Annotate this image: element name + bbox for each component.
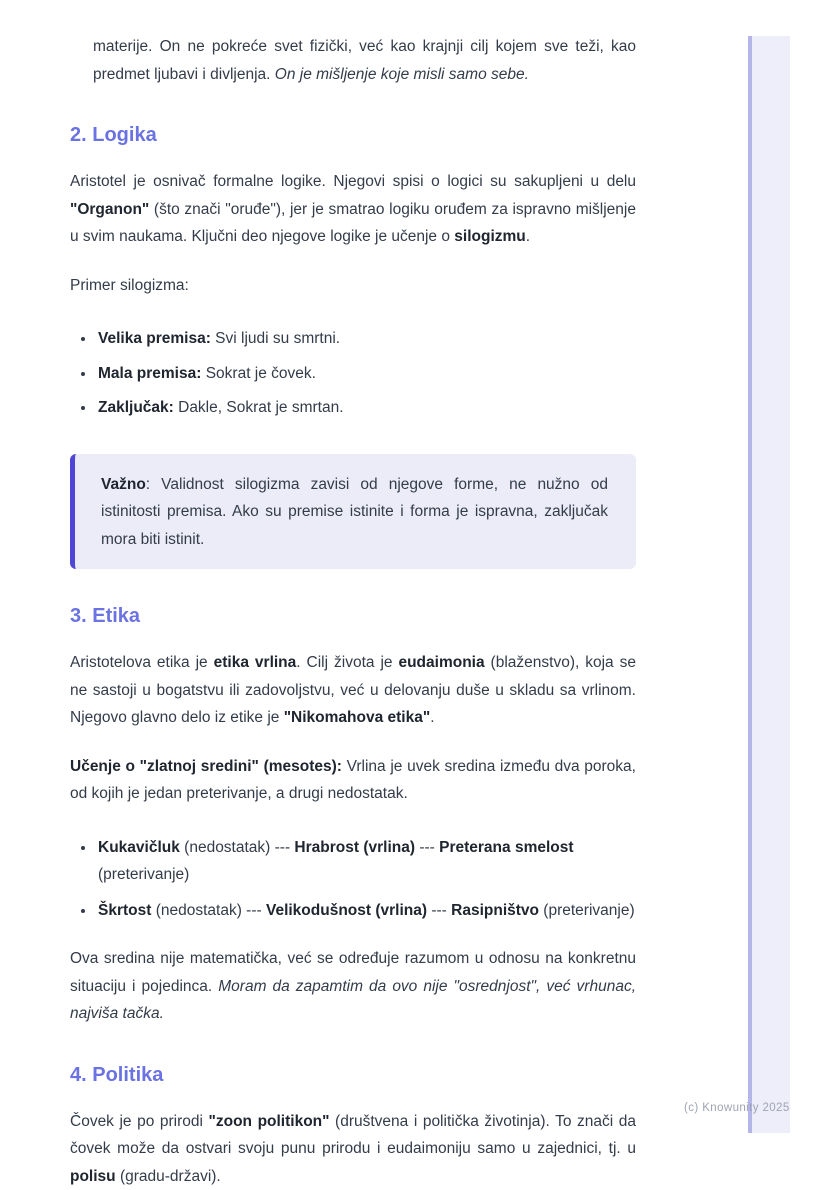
callout-text: Važno: Validnost silogizma zavisi od njegove forme, ne nužno od istinitosti premisa. Ako su premise istinite i forma je ispravna, zaključak mora biti istinit. <box>101 471 608 554</box>
paragraph-etika-3: Ova sredina nije matematička, već se određuje razumom u odnosu na konkretnu situaciju i pojedinca. Moram da zapamtim da ovo nije "osrednjost", već vrhunac, najviša tačka. <box>70 945 636 1028</box>
section-heading-logika: 2. Logika <box>70 123 636 147</box>
paragraph-intro-continuation: materije. On ne pokreće svet fizički, već kao krajnji cilj kojem sve teži, kao predmet ljubavi i divljenja. On je mišljenje koje misli samo sebe. <box>93 33 636 88</box>
list-item: • Mala premisa: Sokrat je čovek. <box>96 360 636 388</box>
syllogism-list <box>70 325 636 422</box>
paragraph-syllogism-lead: Primer silogizma: <box>70 272 636 300</box>
paragraph-logika-1: Aristotel je osnivač formalne logike. Njegovi spisi o logici su sakupljeni u delu "Organon" (što znači "oruđe"), jer je smatrao logiku oruđem za ispravno mišljenje u svim naukama. Ključni deo njegove logike je učenje o silogizmu. <box>70 168 636 251</box>
section-heading-etika: 3. Etika <box>70 604 636 628</box>
list-item: • Velika premisa: Svi ljudi su smrtni. <box>96 325 636 353</box>
copyright-watermark: (c) Knowunity 2025 <box>684 1102 790 1114</box>
section-heading-politika: 4. Politika <box>70 1063 636 1087</box>
golden-mean-list <box>70 834 636 925</box>
list-item: • Škrtost (nedostatak) --- Velikodušnost (vrlina) --- Rasipništvo (preterivanje) <box>96 897 636 925</box>
list-item: • Kukavičluk (nedostatak) --- Hrabrost (vrlina) --- Preterana smelost (preterivanje) <box>96 834 636 889</box>
paragraph-politika-1: Čovek je po prirodi "zoon politikon" (društvena i politička životinja). To znači da čovek može da ostvari svoju punu prirodu i eudaimoniju samo u zajednici, tj. u polisu (gradu-državi). <box>70 1108 636 1190</box>
list-item: • Zaključak: Dakle, Sokrat je smrtan. <box>96 394 636 422</box>
page-edge-strip <box>748 36 790 1133</box>
important-callout <box>70 454 636 570</box>
paragraph-etika-2: Učenje o "zlatnoj sredini" (mesotes): Vrlina je uvek sredina između dva poroka, od kojih je jedan preterivanje, a drugi nedostatak. <box>70 753 636 808</box>
document-page <box>70 0 636 1190</box>
paragraph-etika-1: Aristotelova etika je etika vrlina. Cilj života je eudaimonia (blaženstvo), koja se ne sastoji u bogatstvu ili zadovoljstvu, već u delovanju duše u skladu sa vrlinom. Njegovo glavno delo iz etike je "Nikomahova etika". <box>70 649 636 732</box>
